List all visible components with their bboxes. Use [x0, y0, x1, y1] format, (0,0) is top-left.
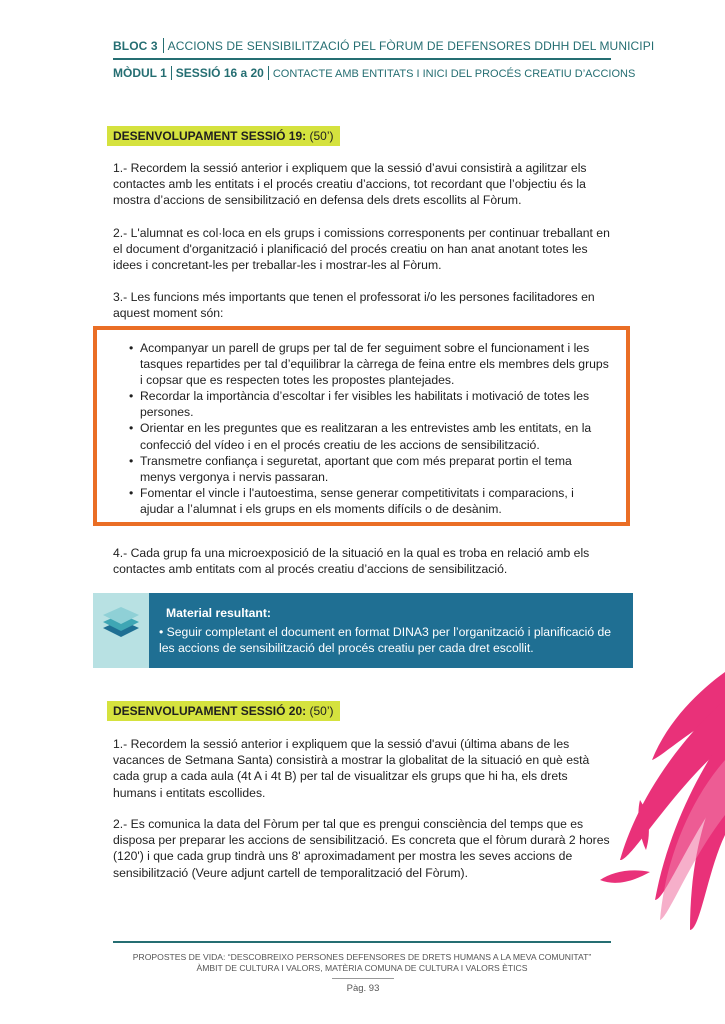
session19-label	[107, 126, 340, 146]
functions-list-item: • Transmetre confiança i seguretat, aportant que com més preparat portin el tema menys vergonya i nervis passaran.	[129, 453, 609, 485]
material-body	[149, 593, 633, 668]
session20-label	[107, 701, 340, 721]
header-separator	[171, 66, 172, 80]
session19-paragraph-4: 4.- Cada grup fa una microexposició de la situació en la qual es troba en relació amb els contactes amb entitats com al procés creatiu d’accions de sensibilització.	[113, 546, 590, 577]
session20-label-time: (50’)	[306, 704, 334, 718]
session19-paragraph-1: 1.- Recordem la sessió anterior i expliquem que la sessió d’avui consistirà a agilitzar els contactes amb les entitats i el procés creatiu d’accions, tot recordant que l’objectiu és la mostra d’accions de sensibilització en defensa dels drets escollits al Fòrum.	[113, 161, 587, 208]
functions-list-item: • Acompanyar un parell de grups per tal de fer seguiment sobre el funcionament i les tasques repartides per tal d’equilibrar la càrrega de feina entre els membres dels grups i copsar que es respecten totes les propostes plantejades.	[129, 340, 609, 388]
functions-list-item: • Orientar en les preguntes que es realitzaran a les entrevistes amb les entitats, en la confecció del vídeo i en el procés creatiu de les accions de sensibilització.	[129, 420, 609, 452]
footer-line-1: PROPOSTES DE VIDA: “DESCOBREIXO PERSONES DEFENSORES DE DRETS HUMANS A LA MEVA COMUNITAT”	[132, 952, 592, 962]
header-module-line	[113, 66, 636, 80]
material-panel	[93, 593, 633, 668]
material-item: • Seguir completant el document en format DINA3 per l’organització i planificació de les accions de sensibilització del procés creatiu per cada dret escollit.	[159, 625, 612, 655]
session20-paragraph-1: 1.- Recordem la sessió anterior i expliquem que la sessió d'avui (última abans de les vacances de Setmana Santa) consistirà a mostrar la globalitat de la situació en què està cada grup a cada aula (4t A i 4t B) per tal de visualitzar els grups que hi ha, els drets humans i entitats escollides.	[113, 737, 590, 800]
session19-label-time: (50’)	[306, 129, 334, 143]
header-separator	[163, 38, 164, 53]
header-modul: MÒDUL 1	[113, 66, 167, 80]
footer-text	[113, 952, 611, 974]
footer-rule	[113, 941, 611, 943]
functions-list	[129, 340, 609, 517]
header-subtitle: CONTACTE AMB ENTITATS I INICI DEL PROCÉS CREATIU D’ACCIONS	[272, 68, 636, 80]
session19-paragraph-3: 3.- Les funcions més importants que tenen el professorat i/o les persones facilitadores en aquest moment són:	[113, 290, 595, 321]
header-sessio: SESSIÓ 16 a 20	[175, 66, 264, 80]
session20-label-bold: DESENVOLUPAMENT SESSIÓ 20:	[113, 704, 307, 718]
header-rule	[113, 58, 611, 60]
page-number-rule	[332, 978, 394, 979]
header-separator	[268, 66, 269, 80]
header-bloc-title: ACCIONS DE SENSIBILITZACIÓ PEL FÒRUM DE DEFENSORES DDHH DEL MUNICIPI	[167, 39, 655, 53]
header-bloc: BLOC 3	[113, 39, 158, 53]
material-title: Material resultant:	[166, 606, 271, 620]
functions-list-item: • Fomentar el vincle i l'autoestima, sense generar competitivitats i comparacions, i ajudar a l’alumnat i els grups en els moments difícils o de desànim.	[129, 485, 609, 517]
session19-paragraph-2: 2.- L'alumnat es col·loca en els grups i comissions corresponents per continuar treballant en el document d'organització i planificació del procés creatiu on han anat anotant totes les idees i concretant-les per treballar-les i mostrar-les al Fòrum.	[113, 226, 610, 273]
header-bloc-line	[113, 38, 655, 53]
session19-label-bold: DESENVOLUPAMENT SESSIÓ 19:	[113, 129, 307, 143]
functions-list-item: • Recordar la importància d’escoltar i fer visibles les habilitats i motivació de totes les persones.	[129, 388, 609, 420]
layers-icon	[93, 593, 149, 668]
page-number: Pàg. 93	[346, 983, 380, 994]
session20-paragraph-2: 2.- Es comunica la data del Fòrum per tal que es prengui consciència del temps que es disposa per preparar les accions de sensibilització. Es concreta que el fòrum durarà 2 hores (120') i que cada grup tindrà uns 8' aproximadament per mostra les seves accions de sensibilització (Veure adjunt cartell de temporalització del Fòrum).	[113, 817, 610, 880]
footer-line-2: ÀMBIT DE CULTURA I VALORS, MATÈRIA COMUNA DE CULTURA I VALORS ÈTICS	[196, 963, 528, 973]
material-icon-background	[93, 593, 149, 668]
